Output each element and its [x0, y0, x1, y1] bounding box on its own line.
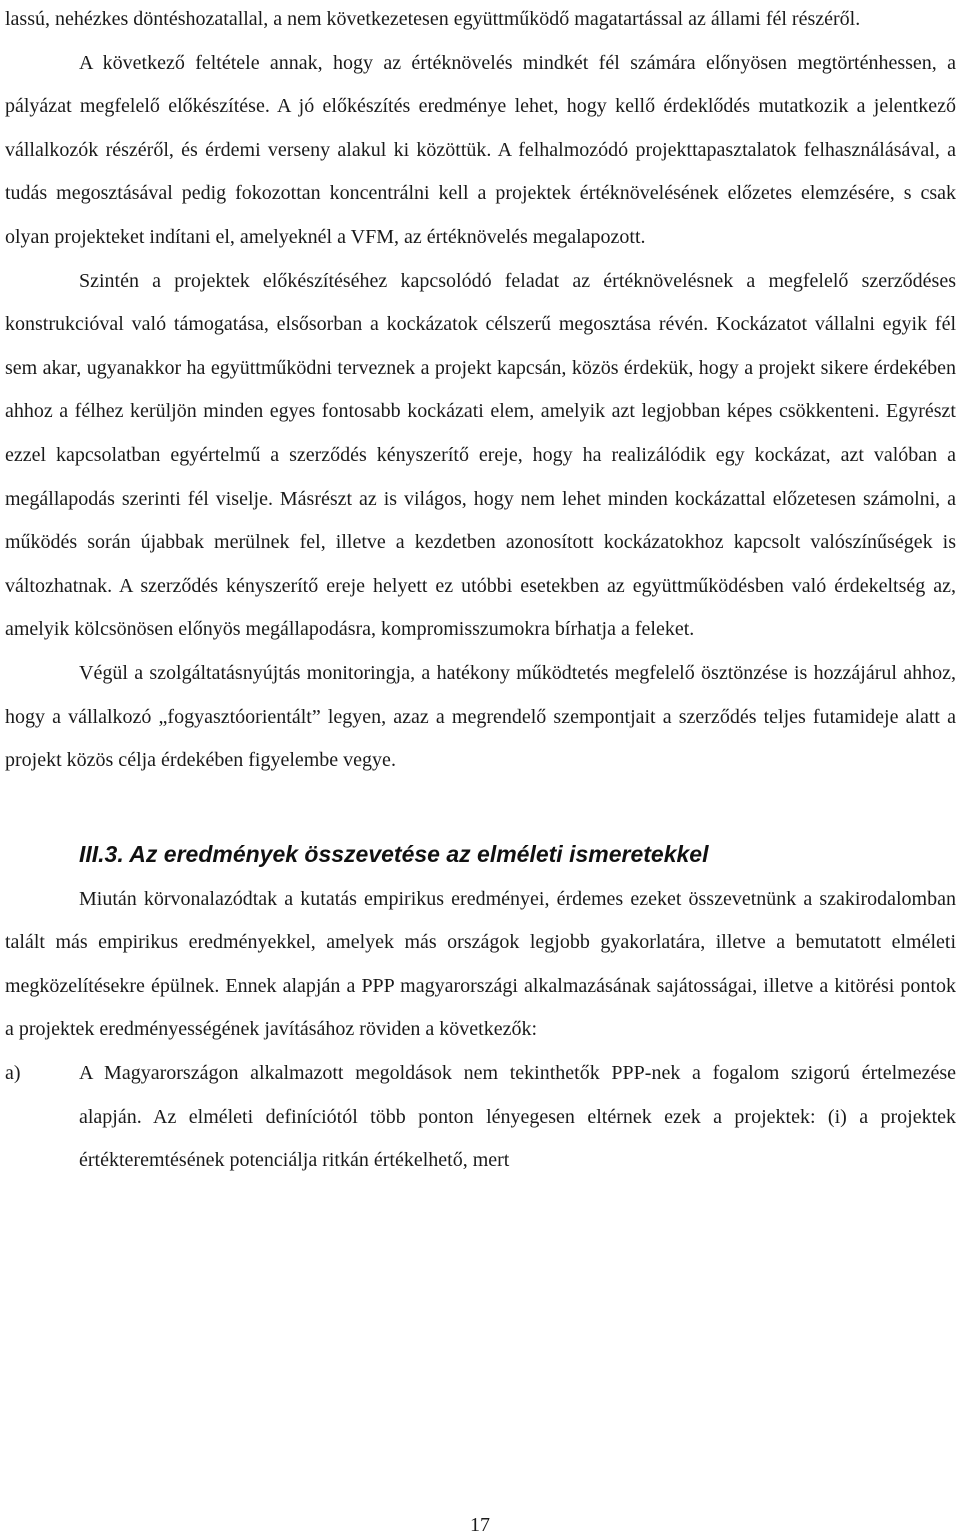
list-item	[5, 1052, 956, 1183]
list-marker: a)	[5, 1062, 21, 1085]
paragraph-monitoring: Végül a szolgáltatásnyújtás monitoringja, a hatékony működtetés megfelelő ösztönzése is hozzájárul ahhoz, hogy a vállalkozó „fogyasztóorientált” legyen, azaz a megrendelő szempontjait a szerződés teljes futamideje alatt a projekt közös célja érdekében figyelembe vegye.	[5, 661, 956, 772]
list-item-text: A Magyarországon alkalmazott megoldások nem tekinthetők PPP-nek a fogalom szigorú értelmezése alapján. Az elméleti definíciótól több ponton lényegesen eltérnek ezek a projektek: (i) a projektek értékteremtésének potenciálja ritkán értékelhető, mert	[79, 1062, 956, 1172]
page-number: 17	[470, 1514, 490, 1536]
document-page	[5, 0, 956, 1183]
paragraph-preparation: A következő feltétele annak, hogy az értéknövelés mindkét fél számára előnyösen megtörténhessen, a pályázat megfelelő előkészítése. A jó előkészítés eredménye lehet, hogy kellő érdeklődés mutatkozik a jelentkező vállalkozók részéről, és érdemi verseny alakul ki közöttük. A felhalmozódó projekttapasztalatok felhasználásával, a tudás megosztásával pedig fokozottan koncentrálni kell a projektek értéknövelésének előzetes elemzésére, s csak olyan projekteket indítani el, amelyeknél a VFM, az értéknövelés megalapozott.	[5, 51, 956, 248]
section-heading: III.3. Az eredmények összevetése az elméleti ismeretekkel	[79, 840, 709, 867]
paragraph-continuation: lassú, nehézkes döntéshozatallal, a nem következetesen együttműködő magatartással az állami fél részéről.	[5, 8, 861, 30]
paragraph-comparison: Miután körvonalazódtak a kutatás empirikus eredményei, érdemes ezeket összevetnünk a szakirodalomban talált más empirikus eredményekkel, amelyek más országok legjobb gyakorlatára, illetve a bemutatott elméleti megközelítésekre épülnek. Ennek alapján a PPP magyarországi alkalmazásának sajátosságai, illetve a kitörési pontok a projektek eredményességének javításához röviden a következők:	[5, 887, 956, 1041]
paragraph-risk-sharing: Szintén a projektek előkészítéséhez kapcsolódó feladat az értéknövelésnek a megfelelő szerződéses konstrukcióval való támogatása, elsősorban a kockázatok célszerű megosztása révén. Kockázatot vállalni egyik fél sem akar, ugyanakkor ha együttműködni terveznek a projekt kapcsán, közös érdekük, hogy a projekt sikere érdekében ahhoz a félhez kerüljön minden egyes fontosabb kockázati elem, amelyik azt legjobban képes csökkenteni. Egyrészt ezzel kapcsolatban egyértelmű a szerződés kényszerítő ereje, hogy ha realizálódik egy kockázat, azt valóban a megállapodás szerinti fél viselje. Másrészt az is világos, hogy nem lehet minden kockázattal előzetesen számolni, a működés során újabbak merülnek fel, illetve a kezdetben azonosított kockázatokhoz kapcsolt valószínűségek is változhatnak. A szerződés kényszerítő ereje helyett ez utóbbi esetekben az együttműködésben való érdekeltség az, amelyik kölcsönösen előnyös megállapodásra, kompromisszumokra bírhatja a feleket.	[5, 269, 956, 641]
